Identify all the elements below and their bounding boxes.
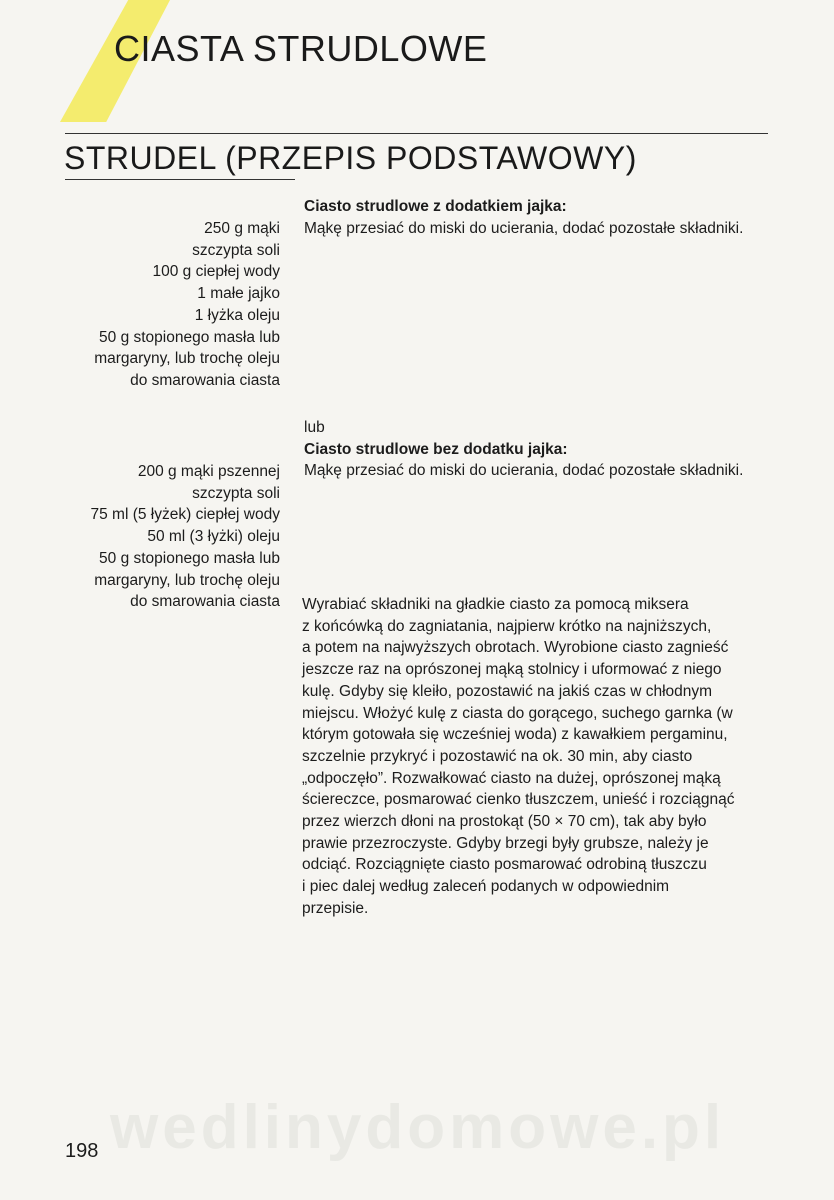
section-title-initial: C (114, 28, 141, 69)
variant-heading: Ciasto strudlowe bez dodatku jajka: (304, 440, 568, 458)
ingredient-line: 250 g mąki (204, 220, 280, 237)
method-line: z końcówką do zagniatania, najpierw krótko na najniższych, (302, 617, 712, 635)
variant-text: Mąkę przesiać do miski do ucierania, dodać pozostałe składniki. (304, 219, 744, 237)
method-line: „odpoczęło”. Rozwałkować ciasto na dużej, oprószonej mąką (302, 769, 721, 787)
method-line: przez wierzch dłoni na prostokąt (50 × 70 cm), tak aby było (302, 813, 707, 831)
ingredient-line: 50 ml (3 łyżki) oleju (147, 528, 280, 546)
method-line: przepisie. (302, 899, 369, 917)
variant-with-egg (304, 196, 743, 239)
ingredient-line: margaryny, lub trochę oleju (94, 571, 280, 589)
method-line: prawie przezroczyste. Gdyby brzegi były grubsze, należy je (302, 834, 709, 852)
method-line: odciąć. Rozciągnięte ciasto posmarować odrobiną tłuszczu (302, 856, 707, 874)
ingredient-line: 50 g stopionego masła lub (99, 549, 280, 567)
ingredient-line: szczypta soli (192, 241, 280, 259)
method-line: szczelnie przykryć i pozostawić na ok. 30 min, aby ciasto (302, 747, 693, 765)
page-number: 198 (65, 1140, 99, 1162)
ingredient-line: szczypta soli (192, 484, 280, 502)
variant-without-egg (304, 417, 743, 482)
method-line: Wyrabiać składniki na gładkie ciasto za pomocą miksera (302, 596, 689, 613)
method-line: którym gotowała się wcześniej woda) z kawałkiem pergaminu, (302, 726, 728, 744)
title-rule-bottom (65, 179, 295, 180)
variant-text: Mąkę przesiać do miski do ucierania, dodać pozostałe składniki. (304, 462, 744, 480)
method-line: kulę. Gdyby się kleiło, pozostawić na jakiś czas w chłodnym (302, 682, 713, 700)
method-line: i piec dalej według zaleceń podanych w odpowiednim (302, 878, 670, 896)
ingredient-line: do smarowania ciasta (130, 371, 280, 389)
ingredients-list-with-egg (40, 218, 280, 392)
ingredient-line: margaryny, lub trochę oleju (94, 350, 280, 368)
recipe-title: STRUDEL (PRZEPIS PODSTAWOWY) (64, 140, 637, 176)
method-line: ściereczce, posmarować cienko tłuszczem, unieść i rozciągnąć (302, 791, 735, 809)
ingredients-list-without-egg (40, 461, 280, 613)
watermark: wedlinydomowe.pl (110, 1093, 726, 1162)
section-title-rest: IASTA STRUDLOWE (140, 28, 488, 69)
ingredient-line: 1 łyżka oleju (194, 306, 280, 324)
method-line: miejscu. Włożyć kulę z ciasta do gorącego, suchego garnka (w (302, 704, 733, 722)
method-line: jeszcze raz na oprószonej mąką stolnicy i uformować z niego (302, 661, 722, 679)
title-rule-top (65, 133, 768, 134)
variant-heading: Ciasto strudlowe z dodatkiem jajka: (304, 198, 567, 215)
or-label: lub (304, 419, 325, 436)
ingredient-line: 50 g stopionego masła lub (99, 328, 280, 346)
ingredient-line: 200 g mąki pszennej (137, 463, 280, 480)
section-title (114, 28, 487, 70)
method-paragraph (302, 594, 734, 920)
ingredient-line: 1 małe jajko (197, 285, 280, 303)
ingredient-line: do smarowania ciasta (130, 593, 280, 611)
ingredient-line: 75 ml (5 łyżek) ciepłej wody (90, 506, 280, 524)
ingredient-line: 100 g ciepłej wody (152, 263, 280, 281)
method-line: a potem na najwyższych obrotach. Wyrobione ciasto zagnieść (302, 639, 729, 657)
